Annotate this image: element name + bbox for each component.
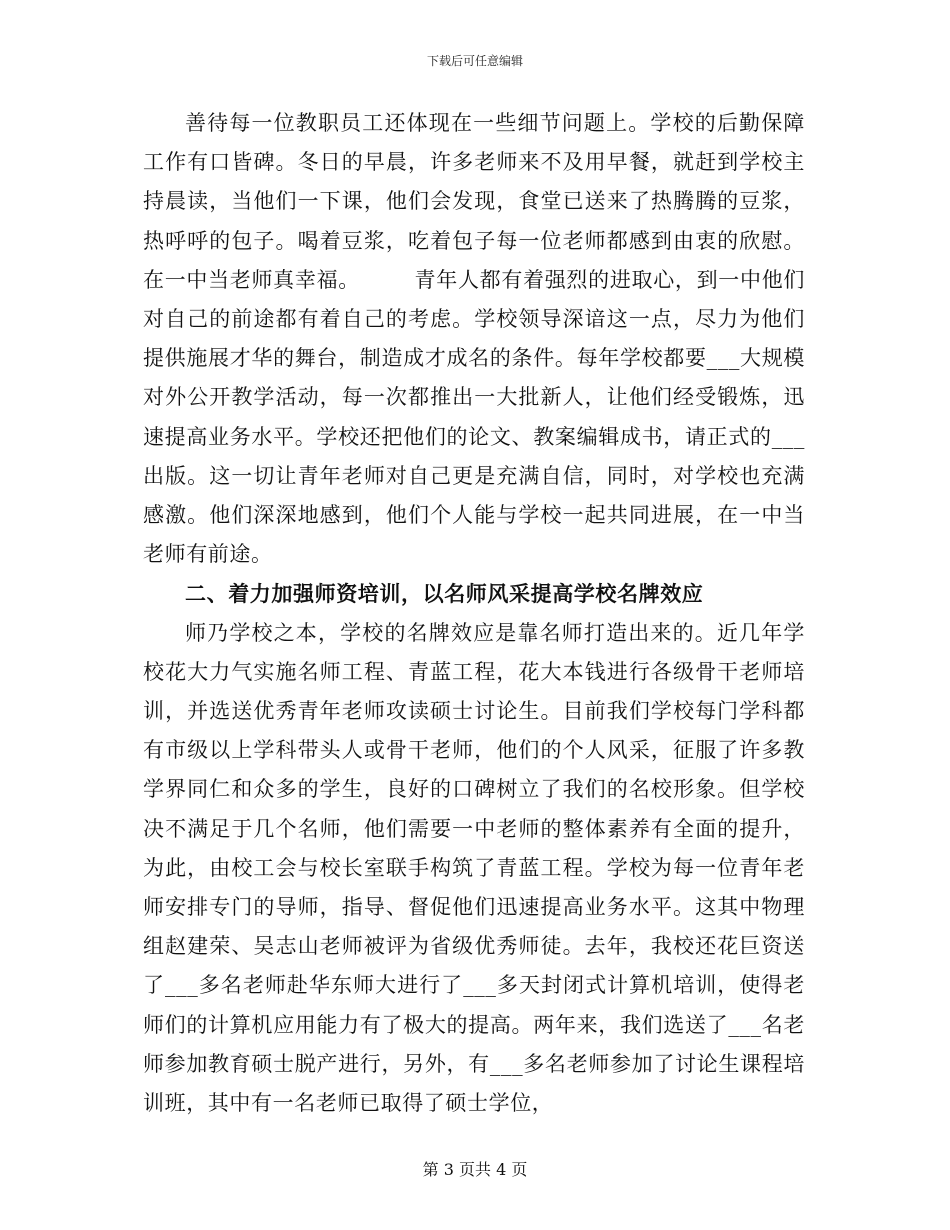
document-body	[143, 104, 805, 1123]
section-heading: 二、着力加强师资培训，以名师风采提高学校名牌效应	[185, 581, 704, 607]
paragraph-teacher-training: 师乃学校之本，学校的名牌效应是靠名师打造出来的。近几年学校花大力气实施名师工程、青蓝工程，花大本钱进行各级骨干老师培训，并选送优秀青年老师攻读硕士讨论生。目前我们学校每门学科都有市级以上学科带头人或骨干老师，他们的个人风采，征服了许多教学界同仁和众多的学生，良好的口碑树立了我们的名校形象。但学校决不满足于几个名师，他们需要一中老师的整体素养有全面的提升，为此，由校工会与校长室联手构筑了青蓝工程。学校为每一位青年老师安排专门的导师，指导、督促他们迅速提高业务水平。这其中物理组赵建荣、吴志山老师被评为省级优秀师徒。去年，我校还花巨资送了___多名老师赴华东师大进行了___多天封闭式计算机培训，使得老师们的计算机应用能力有了极大的提高。两年来，我们选送了___名老师参加教育硕士脱产进行，另外，有___多名老师参加了讨论生课程培训班，其中有一名老师已取得了硕士学位，	[143, 620, 805, 1116]
page-number: 第 3 页共 4 页	[422, 1160, 528, 1179]
page-header: 下载后可任意编辑	[426, 54, 523, 68]
paragraph-staff-care: 善待每一位教职员工还体现在一些细节问题上。学校的后勤保障工作有口皆碑。冬日的早晨，许多老师来不及用早餐，就赶到学校主持晨读，当他们一下课，他们会发现，食堂已送来了热腾腾的豆浆，热呼呼的包子。喝着豆浆，吃着包子每一位老师都感到由衷的欣慰。在一中当老师真幸福。 青年人都有着强烈的进取心，到一中他们对自己的前途都有着自己的考虑。学校领导深谙这一点，尽力为他们提供施展才华的舞台，制造成才成名的条件。每年学校都要___大规模对外公开教学活动，每一次都推出一大批新人，让他们经受锻炼，迅速提高业务水平。学校还把他们的论文、教案编辑成书，请正式的___出版。这一切让青年老师对自己更是充满自信，同时，对学校也充满感激。他们深深地感到，他们个人能与学校一起共同进展，在一中当老师有前途。	[143, 111, 805, 567]
